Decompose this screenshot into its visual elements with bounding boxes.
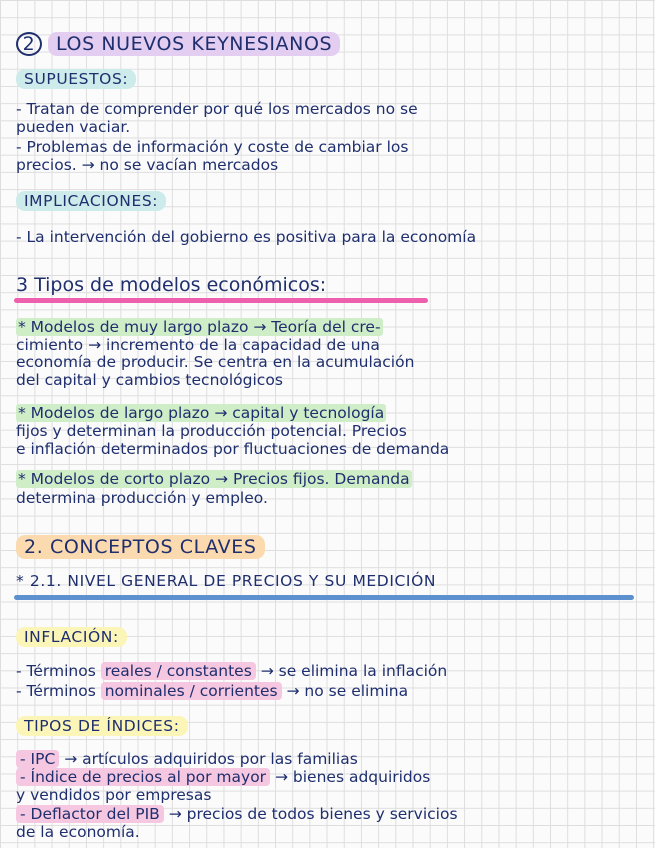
supuestos-label: SUPUESTOS: xyxy=(16,70,645,88)
section-number-badge: 2 xyxy=(16,32,42,56)
indice-mayor-line-2: y vendidos por empresas xyxy=(16,786,212,804)
indice-ipc-line: - IPC → artículos adquiridos por las familias xyxy=(16,750,645,768)
nivel-precios-underline xyxy=(14,595,634,600)
modelo-muy-largo-line-4: del capital y cambios tecnológicos xyxy=(16,371,283,389)
modelo-largo-line-1: * Modelos de largo plazo → capital y tecnología xyxy=(18,404,385,422)
supuestos-line-3: - Problemas de información y coste de cambiar los xyxy=(16,138,409,156)
modelo-largo-line-3: e inflación determinados por fluctuaciones de demanda xyxy=(16,440,450,458)
supuestos-line-1: - Tratan de comprender por qué los mercados no se xyxy=(16,100,418,118)
modelo-corto-line-2: determina producción y empleo. xyxy=(16,489,268,507)
nivel-precios-subtitle: * 2.1. NIVEL GENERAL DE PRECIOS Y SU MEDICIÓN xyxy=(16,572,437,590)
modelo-largo-line-2: fijos y determinan la producción potencial. Precios xyxy=(16,422,407,440)
modelo-muy-largo-line-3: economía de producir. Se centra en la acumulación xyxy=(16,353,415,371)
indice-mayor-line: - Índice de precios al por mayor → bienes adquiridos xyxy=(16,768,645,786)
section-title-text: LOS NUEVOS KEYNESIANOS xyxy=(48,32,340,56)
modelos-title: 3 Tipos de modelos económicos: xyxy=(16,274,327,296)
indice-deflactor-line: - Deflactor del PIB → precios de todos bienes y servicios xyxy=(16,805,645,823)
inflacion-line-1: - Términos reales / constantes → se elimina la inflación xyxy=(16,662,448,680)
tipos-indices-label: TIPOS DE ÍNDICES: xyxy=(16,717,645,735)
supuestos-line-2: pueden vaciar. xyxy=(16,118,131,136)
section-title-nuevos-keynesianos xyxy=(16,32,645,56)
modelos-title-underline xyxy=(14,298,428,303)
supuestos-line-4: precios. → no se vacían mercados xyxy=(16,156,279,174)
indice-deflactor-line-2: de la economía. xyxy=(16,823,140,841)
modelo-muy-largo-line-1: * Modelos de muy largo plazo → Teoría del cre- xyxy=(18,318,381,336)
modelo-corto-line-1: * Modelos de corto plazo → Precios fijos. Demanda xyxy=(18,470,410,488)
inflacion-label: INFLACIÓN: xyxy=(16,628,645,646)
implicaciones-label: IMPLICACIONES: xyxy=(16,192,645,210)
conceptos-claves-title: 2. CONCEPTOS CLAVES xyxy=(16,538,645,556)
inflacion-line-2: - Términos nominales / corrientes → no se elimina xyxy=(16,682,409,700)
modelo-muy-largo-line-2: cimiento → incremento de la capacidad de una xyxy=(16,336,380,354)
implicaciones-line: - La intervención del gobierno es positiva para la economía xyxy=(16,228,477,246)
